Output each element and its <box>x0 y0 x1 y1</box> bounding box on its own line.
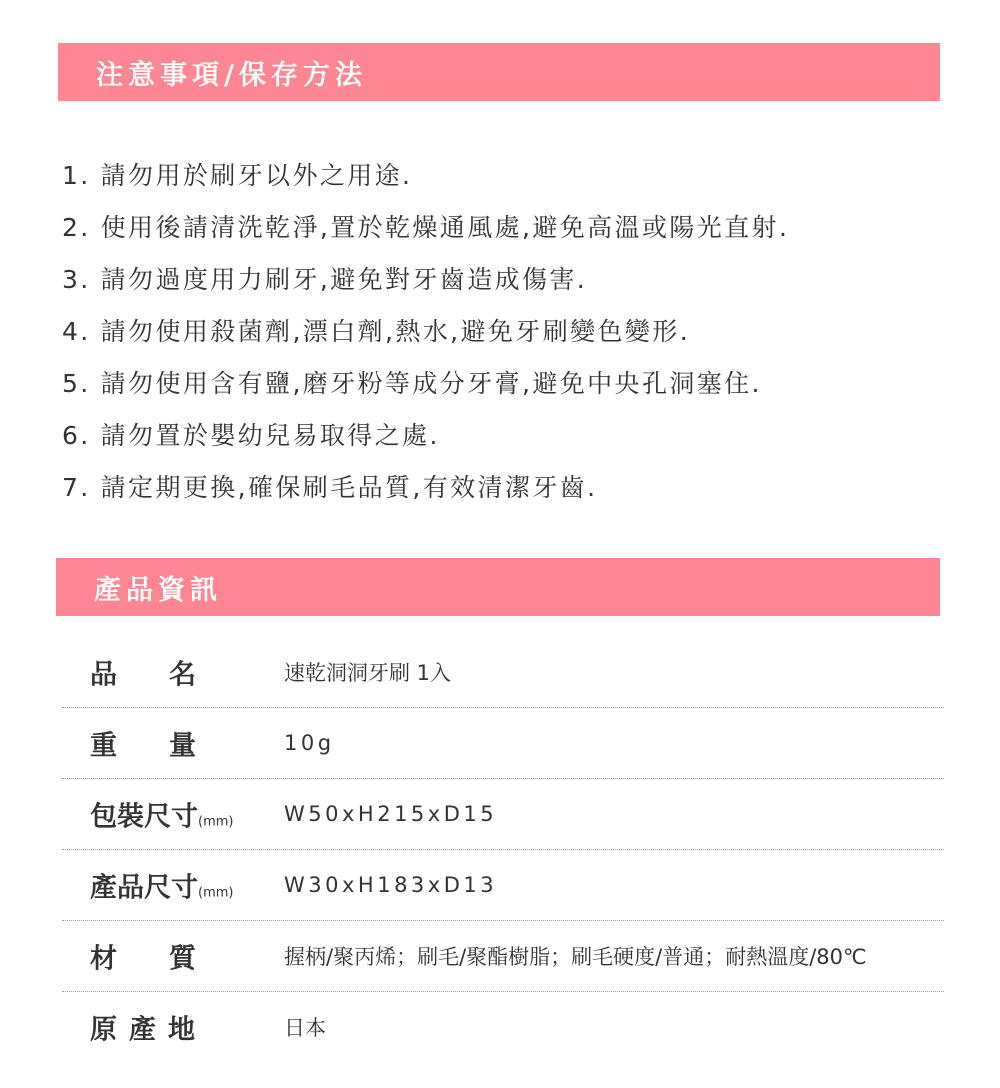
table-row <box>62 708 944 779</box>
notes-section-title: 注意事項/保存方法 <box>96 59 367 91</box>
list-item: 4. 請勿使用殺菌劑,漂白劑,熱水,避免牙刷變色變形. <box>62 317 691 346</box>
spec-value: 10g <box>284 731 335 755</box>
table-row <box>62 779 944 850</box>
spec-label: 材質 <box>90 943 248 975</box>
spec-value: 日本 <box>284 1016 326 1040</box>
table-row <box>62 850 944 921</box>
spec-label: 品名 <box>90 659 248 691</box>
table-row <box>62 992 944 1062</box>
spec-value: W30xH183xD13 <box>284 873 498 897</box>
list-item: 6. 請勿置於嬰幼兒易取得之處. <box>62 421 440 450</box>
spec-value: 速乾洞洞牙刷 1入 <box>284 661 452 685</box>
spec-label: 原產地 <box>90 1014 207 1046</box>
product-spec-table <box>62 637 944 1062</box>
notes-section-header <box>58 43 940 101</box>
list-item: 3. 請勿過度用力刷牙,避免對牙齒造成傷害. <box>62 265 588 294</box>
list-item: 2. 使用後請清洗乾淨,置於乾燥通風處,避免高溫或陽光直射. <box>62 213 790 242</box>
table-row <box>62 921 944 992</box>
list-item: 1. 請勿用於刷牙以外之用途. <box>62 161 413 190</box>
list-item: 7. 請定期更換,確保刷毛品質,有效清潔牙齒. <box>62 473 598 502</box>
list-item: 5. 請勿使用含有鹽,磨牙粉等成分牙膏,避免中央孔洞塞住. <box>62 369 762 398</box>
spec-value: 握柄/聚丙烯；刷毛/聚酯樹脂；刷毛硬度/普通；耐熱溫度/80℃ <box>284 945 867 969</box>
care-notes-list <box>62 150 789 514</box>
spec-label: 產品尺寸(mm) <box>90 872 234 904</box>
product-info-section-header <box>56 558 940 616</box>
spec-label: 重量 <box>90 730 248 762</box>
spec-unit: (mm) <box>198 885 234 901</box>
table-row <box>62 637 944 708</box>
product-info-section-title: 產品資訊 <box>94 574 222 606</box>
spec-value: W50xH215xD15 <box>284 802 498 826</box>
spec-unit: (mm) <box>198 814 234 830</box>
spec-label: 包裝尺寸(mm) <box>90 801 234 833</box>
